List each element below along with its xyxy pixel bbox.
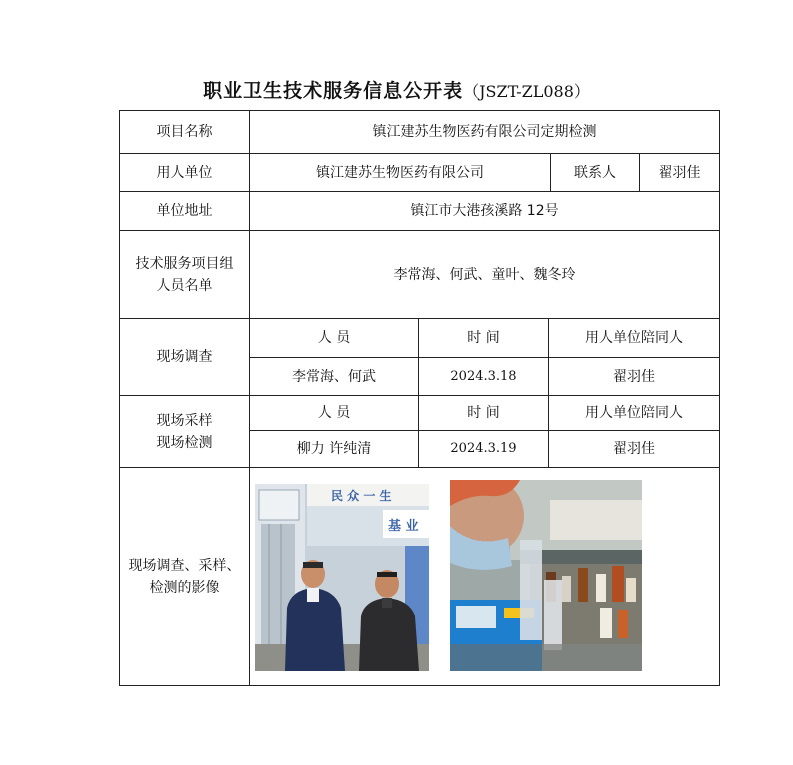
sign-text-top: 民 众 一 生 bbox=[331, 489, 392, 503]
sampling-accompany: 翟羽佳 bbox=[548, 430, 720, 468]
label-project-name: 项目名称 bbox=[119, 110, 250, 154]
sampling-personnel: 柳力 许纯清 bbox=[249, 430, 419, 468]
label-sampling: 现场采样 现场检测 bbox=[119, 395, 250, 468]
sampling-photo-image bbox=[450, 480, 642, 671]
value-address: 镇江市大港孩溪路 12号 bbox=[249, 191, 720, 231]
survey-photo bbox=[255, 484, 429, 671]
label-contact: 联系人 bbox=[550, 153, 640, 192]
sampling-header-personnel: 人 员 bbox=[249, 395, 419, 431]
value-team: 李常海、何武、童叶、魏冬玲 bbox=[249, 230, 720, 319]
survey-time: 2024.3.18 bbox=[418, 357, 549, 396]
form-code: （JSZT-ZL088） bbox=[463, 82, 590, 101]
survey-header-time: 时 间 bbox=[418, 318, 549, 358]
survey-header-personnel: 人 员 bbox=[249, 318, 419, 358]
value-project-name: 镇江建苏生物医药有限公司定期检测 bbox=[249, 110, 720, 154]
sign-text-mid: 基 业 bbox=[388, 519, 419, 534]
value-employer: 镇江建苏生物医药有限公司 bbox=[249, 153, 551, 192]
label-team: 技术服务项目组 人员名单 bbox=[119, 230, 250, 319]
sampling-time: 2024.3.19 bbox=[418, 430, 549, 468]
sampling-photo bbox=[450, 480, 642, 671]
survey-header-accompany: 用人单位陪同人 bbox=[548, 318, 720, 358]
survey-personnel: 李常海、何武 bbox=[249, 357, 419, 396]
sampling-header-accompany: 用人单位陪同人 bbox=[548, 395, 720, 431]
survey-accompany: 翟羽佳 bbox=[548, 357, 720, 396]
label-images: 现场调查、采样、 检测的影像 bbox=[119, 467, 250, 686]
sampling-header-time: 时 间 bbox=[418, 395, 549, 431]
survey-photo-image bbox=[255, 484, 429, 671]
info-table bbox=[119, 110, 720, 686]
label-employer: 用人单位 bbox=[119, 153, 250, 192]
label-address: 单位地址 bbox=[119, 191, 250, 231]
page-title: 职业卫生技术服务信息公开表（JSZT-ZL088） bbox=[203, 80, 590, 102]
value-contact: 翟羽佳 bbox=[639, 153, 720, 192]
label-survey: 现场调查 bbox=[119, 318, 250, 396]
